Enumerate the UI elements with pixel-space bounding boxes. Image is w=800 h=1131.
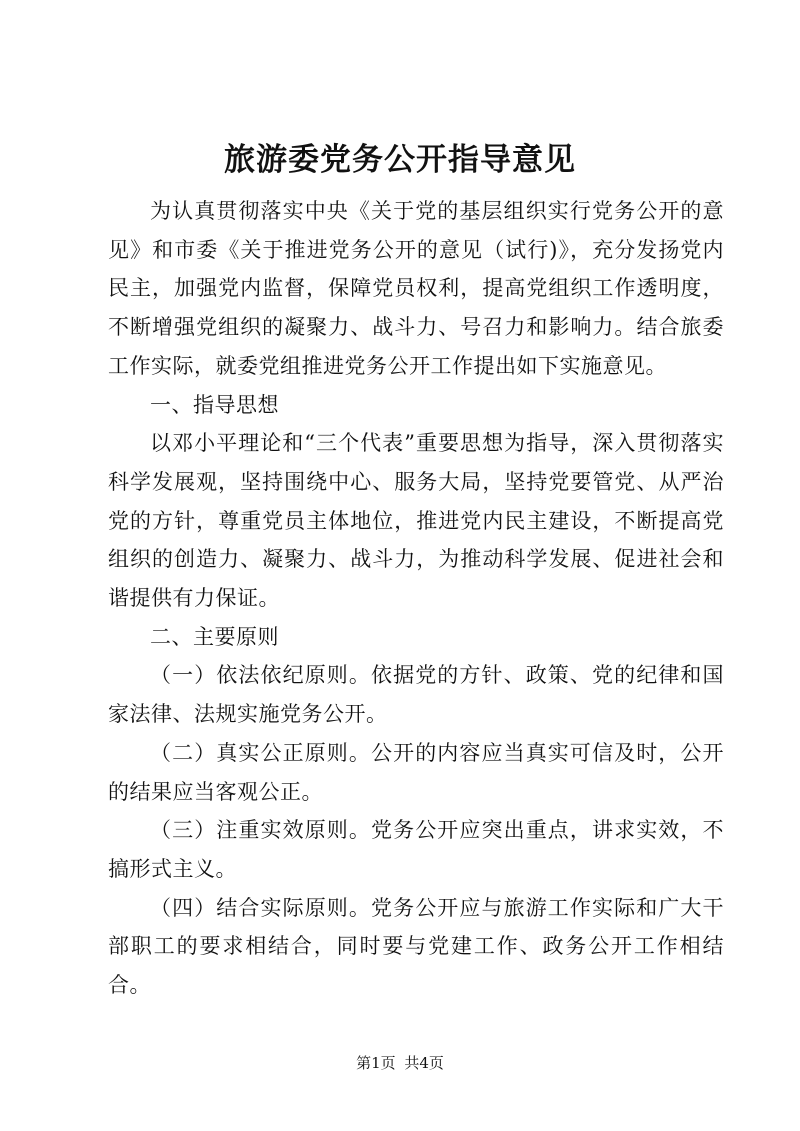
intro-paragraph: 为认真贯彻落实中央《关于党的基层组织实行党务公开的意见》和市委《关于推进党务公开的意见（试行)》，充分发扬党内民主，加强党内监督，保障党员权利，提高党组织工作透明度，不断增强党组织的凝聚力、战斗力、号召力和影响力。结合旅委工作实际，就委党组推进党务公开工作提出如下实施意见。 bbox=[108, 199, 724, 378]
principle-paragraph-4: （四）结合实际原则。党务公开应与旅游工作实际和广大干部职工的要求相结合，同时要与党建工作、政务公开工作相结合。 bbox=[108, 895, 724, 998]
section-heading-guiding-ideology: 一、指导思想 bbox=[150, 392, 279, 417]
principle-paragraph-2: （二）真实公正原则。公开的内容应当真实可信及时，公开的结果应当客观公正。 bbox=[108, 740, 724, 804]
principle-paragraph-3: （三）注重实效原则。党务公开应突出重点，讲求实效，不搞形式主义。 bbox=[108, 818, 724, 881]
document-title: 旅游委党务公开指导意见 bbox=[224, 142, 576, 178]
principle-paragraph-1: （一）依法依纪原则。依据党的方针、政策、党的纪律和国家法律、法规实施党务公开。 bbox=[108, 663, 724, 727]
section-heading-main-principles: 二、主要原则 bbox=[150, 624, 279, 649]
page-footer bbox=[0, 1052, 800, 1074]
page-number: 第1页 bbox=[356, 1054, 396, 1072]
guiding-ideology-paragraph: 以邓小平理论和“三个代表”重要思想为指导，深入贯彻落实科学发展观，坚持围绕中心、服务大局，坚持党要管党、从严治党的方针，尊重党员主体地位，推进党内民主建设，不断提高党组织的创造力、凝聚力、战斗力，为推动科学发展、促进社会和谐提供有力保证。 bbox=[108, 431, 724, 611]
document-body bbox=[108, 192, 724, 1005]
page-total: 共4页 bbox=[404, 1054, 444, 1072]
